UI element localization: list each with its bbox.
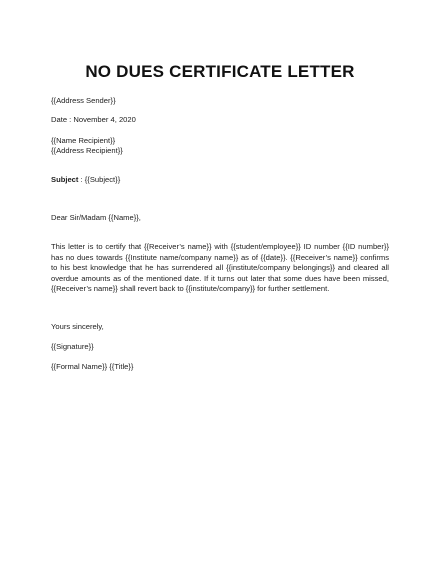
name-recipient: {{Name Recipient}} [51, 136, 116, 145]
salutation: Dear Sir/Madam {{Name}}, [51, 213, 141, 222]
subject-value: : {{Subject}} [78, 175, 121, 184]
subject-line [51, 175, 120, 185]
address-recipient: {{Address Recipient}} [51, 146, 123, 155]
closing: Yours sincerely, [51, 322, 104, 331]
letter-body: This letter is to certify that {{Receiver’s name}} with {{student/employee}} ID number {{ID number}} has no dues towards {{Institute name/company name}} as of {{date}}. {{Receiver’s name}} confirms to his best knowledge that he has surrendered all {{institute/company belongings}} and cleared all overdue amounts as of the mentioned date. If it turns out later that some dues have been missed, {{Receiver’s name}} shall revert back to {{institute/company}} for further settlement. [51, 242, 389, 293]
signature-placeholder: {{Signature}} [51, 342, 94, 351]
subject-label: Subject [51, 175, 79, 184]
page-title: NO DUES CERTIFICATE LETTER [85, 62, 355, 81]
date-line: Date : November 4, 2020 [51, 115, 136, 124]
formal-name: {{Formal Name}} {{Title}} [51, 362, 134, 371]
address-sender: {{Address Sender}} [51, 96, 116, 105]
